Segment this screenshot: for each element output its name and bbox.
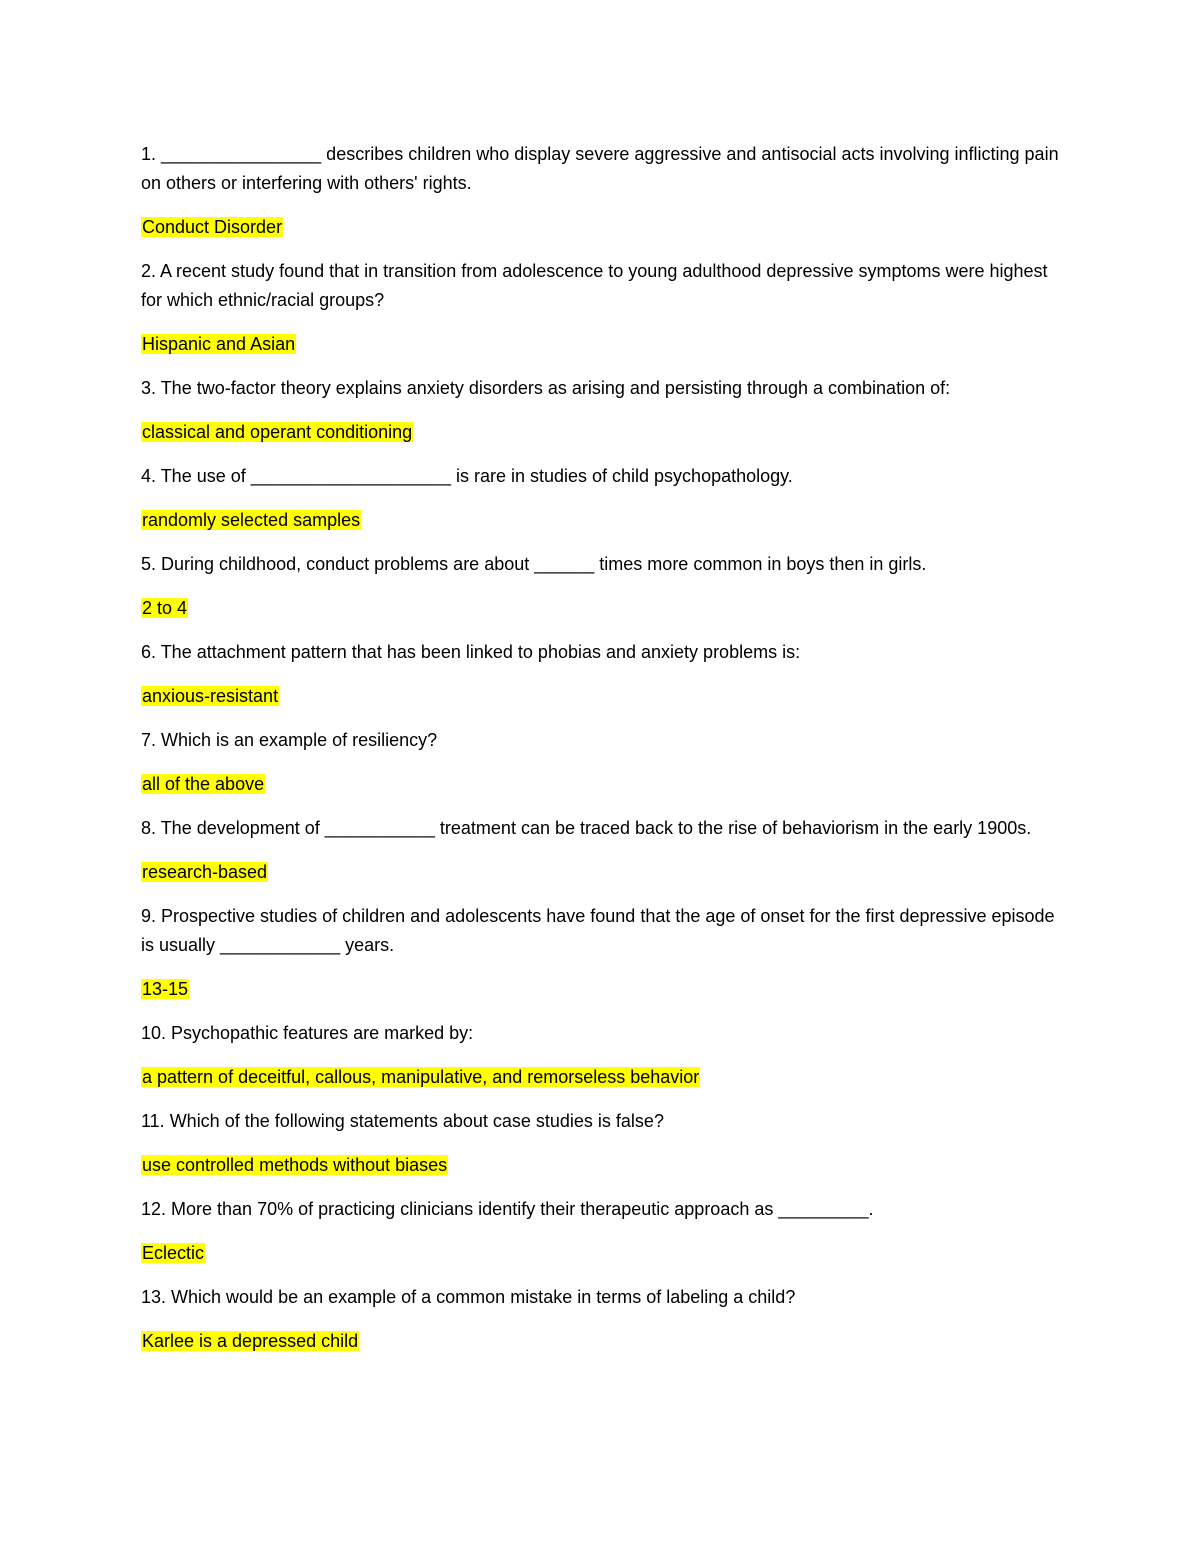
answer-3-highlight: classical and operant conditioning [142, 422, 413, 442]
answer-12 [141, 1239, 1061, 1268]
question-6: 6. The attachment pattern that has been linked to phobias and anxiety problems is: [141, 642, 801, 662]
question-10: 10. Psychopathic features are marked by: [141, 1023, 474, 1043]
question-11: 11. Which of the following statements about case studies is false? [141, 1111, 664, 1131]
answer-8 [141, 858, 1061, 887]
question-5: 5. During childhood, conduct problems are about ______ times more common in boys then in girls. [141, 554, 927, 574]
question-9: 9. Prospective studies of children and adolescents have found that the age of onset for the first depressive episode is usually ____________ years. [141, 906, 1055, 955]
question-2: 2. A recent study found that in transition from adolescence to young adulthood depressive symptoms were highest for which ethnic/racial groups? [141, 261, 1048, 310]
answer-1-highlight: Conduct Disorder [142, 217, 283, 237]
answer-13-highlight: Karlee is a depressed child [142, 1331, 359, 1351]
answer-13 [141, 1327, 1061, 1356]
answer-8-highlight: research-based [142, 862, 268, 882]
answer-11-highlight: use controlled methods without biases [142, 1155, 448, 1175]
answer-9 [141, 975, 1061, 1004]
question-3: 3. The two-factor theory explains anxiety disorders as arising and persisting through a combination of: [141, 378, 951, 398]
answer-12-highlight: Eclectic [142, 1243, 205, 1263]
answer-2 [141, 330, 1061, 359]
qa-item-9 [141, 902, 1061, 1004]
answer-4-highlight: randomly selected samples [142, 510, 361, 530]
qa-item-3 [141, 374, 1061, 447]
answer-6 [141, 682, 1061, 711]
answer-9-highlight: 13-15 [142, 979, 189, 999]
answer-3 [141, 418, 1061, 447]
qa-list [141, 140, 1061, 1371]
qa-item-12 [141, 1195, 1061, 1268]
question-4: 4. The use of ____________________ is rare in studies of child psychopathology. [141, 466, 793, 486]
qa-item-10 [141, 1019, 1061, 1092]
qa-item-2 [141, 257, 1061, 359]
question-1: 1. ________________ describes children who display severe aggressive and antisocial acts involving inflicting pain on others or interfering with others' rights. [141, 144, 1059, 193]
answer-5 [141, 594, 1061, 623]
answer-7-highlight: all of the above [142, 774, 265, 794]
qa-item-8 [141, 814, 1061, 887]
question-13: 13. Which would be an example of a common mistake in terms of labeling a child? [141, 1287, 796, 1307]
answer-5-highlight: 2 to 4 [142, 598, 188, 618]
answer-2-highlight: Hispanic and Asian [142, 334, 296, 354]
question-8: 8. The development of ___________ treatment can be traced back to the rise of behaviorism in the early 1900s. [141, 818, 1032, 838]
answer-7 [141, 770, 1061, 799]
question-12: 12. More than 70% of practicing clinicians identify their therapeutic approach as _________. [141, 1199, 874, 1219]
answer-10-highlight: a pattern of deceitful, callous, manipulative, and remorseless behavior [142, 1067, 700, 1087]
qa-item-13 [141, 1283, 1061, 1356]
qa-item-1 [141, 140, 1061, 242]
question-7: 7. Which is an example of resiliency? [141, 730, 438, 750]
answer-4 [141, 506, 1061, 535]
qa-item-5 [141, 550, 1061, 623]
answer-6-highlight: anxious-resistant [142, 686, 279, 706]
qa-item-11 [141, 1107, 1061, 1180]
answer-10 [141, 1063, 1061, 1092]
answer-11 [141, 1151, 1061, 1180]
qa-item-4 [141, 462, 1061, 535]
qa-item-6 [141, 638, 1061, 711]
answer-1 [141, 213, 1061, 242]
qa-item-7 [141, 726, 1061, 799]
